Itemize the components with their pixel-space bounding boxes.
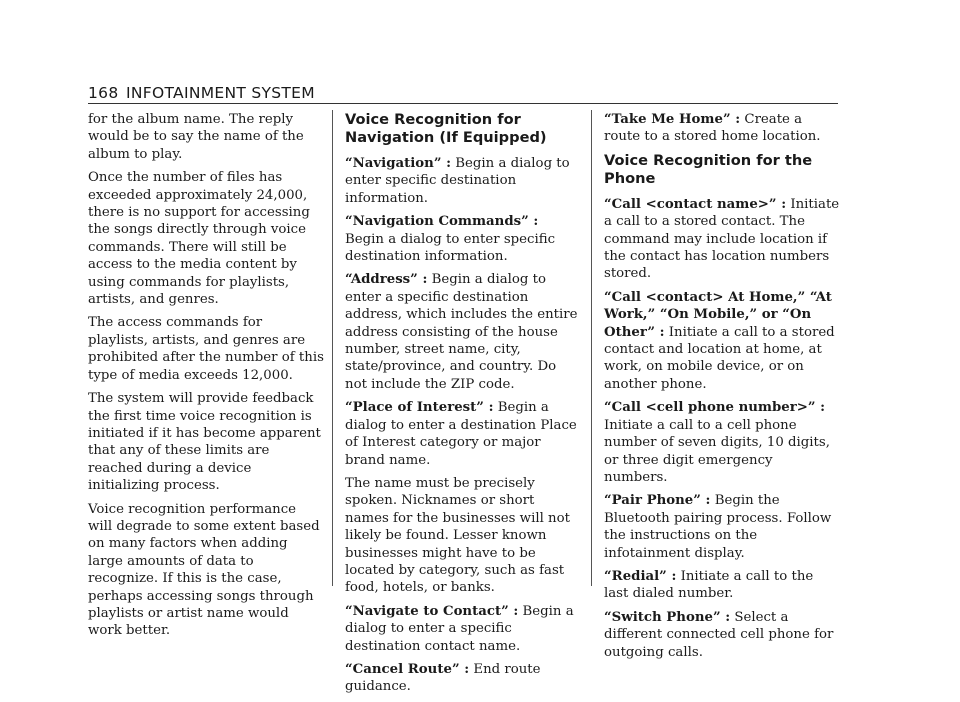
command-term: “Call <contact name>” :: [604, 196, 787, 212]
command-term: “Place of Interest” :: [345, 400, 494, 416]
command-desc: Begin a dialog to enter a specific destination address, which includes the entire address consisting of the house number, street name, city, state/province, and country. Do not include the ZIP code.: [345, 272, 578, 392]
command-item: [345, 661, 581, 696]
command-item: [345, 603, 581, 655]
command-item: [604, 568, 840, 603]
command-term: “Navigation Commands” :: [345, 214, 539, 230]
command-desc: Begin a dialog to enter specific destination information.: [345, 231, 556, 265]
command-term: “Navigate to Contact” :: [345, 603, 519, 619]
command-item: [604, 111, 840, 146]
column-divider: [591, 110, 592, 586]
command-desc: Initiate a call to a cell phone number of seven digits, 10 digits, or three digit emergency numbers.: [604, 417, 830, 485]
command-desc: Begin the Bluetooth pairing process. Follow the instructions on the infotainment display.: [604, 493, 832, 561]
header-rule: [88, 103, 838, 104]
column-middle: [345, 111, 581, 702]
command-term: “Switch Phone” :: [604, 609, 731, 625]
command-term: “Pair Phone” :: [604, 493, 711, 509]
command-desc: Create a route to a stored home location.: [604, 112, 821, 145]
command-item: [345, 399, 581, 469]
command-item: [345, 213, 581, 265]
command-item: [345, 155, 581, 207]
command-item: [345, 271, 581, 393]
section-title: INFOTAINMENT SYSTEM: [126, 84, 315, 102]
command-desc: Select a different connected cell phone for outgoing calls.: [604, 609, 834, 660]
page-number: 168: [88, 84, 119, 102]
command-term: “Call <contact> At Home,” “At Work,” “On Mobile,” or “On Other” :: [604, 289, 832, 340]
command-term: “Address” :: [345, 272, 428, 288]
command-item: [604, 492, 840, 562]
command-item: [604, 289, 840, 393]
command-desc: End route guidance.: [345, 661, 541, 695]
paragraph: Voice recognition performance will degrade to some extent based on many factors when adding large amounts of data to recognize. If this is the case, perhaps accessing songs through playlists or artist name would work better.: [88, 501, 320, 639]
command-term: “Call <cell phone number>” :: [604, 400, 826, 416]
page-header: [88, 84, 838, 104]
paragraph: for the album name. The reply would be to say the name of the album to play.: [88, 112, 304, 162]
column-right: [604, 111, 840, 667]
column-divider: [332, 110, 333, 586]
command-desc: Begin a dialog to enter a destination Place of Interest category or major brand name.: [345, 400, 577, 468]
section-heading-navigation: Voice Recognition for Navigation (If Equipped): [345, 111, 547, 146]
paragraph: The system will provide feedback the first time voice recognition is initiated if it has become apparent that any of these limits are reached during a device initializing process.: [88, 391, 321, 494]
paragraph: The access commands for playlists, artists, and genres are prohibited after the number of this type of media exceeds 12,000.: [88, 315, 324, 383]
command-term: “Redial” :: [604, 568, 677, 584]
command-item: [604, 196, 840, 283]
command-item: [604, 399, 840, 486]
command-desc: Initiate a call to a stored contact. The command may include location if the contact has location numbers stored.: [604, 196, 840, 282]
command-term: “Take Me Home” :: [604, 112, 741, 127]
command-item: [604, 609, 840, 661]
command-desc: Initiate a call to the last dialed number.: [604, 568, 814, 602]
command-desc: Initiate a call to a stored contact and location at home, at work, on mobile device, or on another phone.: [604, 324, 835, 392]
command-term: “Cancel Route” :: [345, 661, 470, 677]
section-heading-phone: Voice Recognition for the Phone: [604, 151, 813, 187]
paragraph: The name must be precisely spoken. Nicknames or short names for the businesses will not likely be found. Lesser known businesses might have to be located by category, such as fast food, hotels, or banks.: [345, 475, 570, 596]
command-desc: Begin a dialog to enter a specific destination contact name.: [345, 603, 574, 654]
command-desc: Begin a dialog to enter specific destination information.: [345, 156, 570, 206]
column-left: [88, 111, 324, 646]
paragraph: Once the number of files has exceeded approximately 24,000, there is no support for accessing the songs directly through voice commands. There will still be access to the media content by using commands for playlists, artists, and genres.: [88, 170, 310, 308]
command-term: “Navigation” :: [345, 156, 452, 171]
